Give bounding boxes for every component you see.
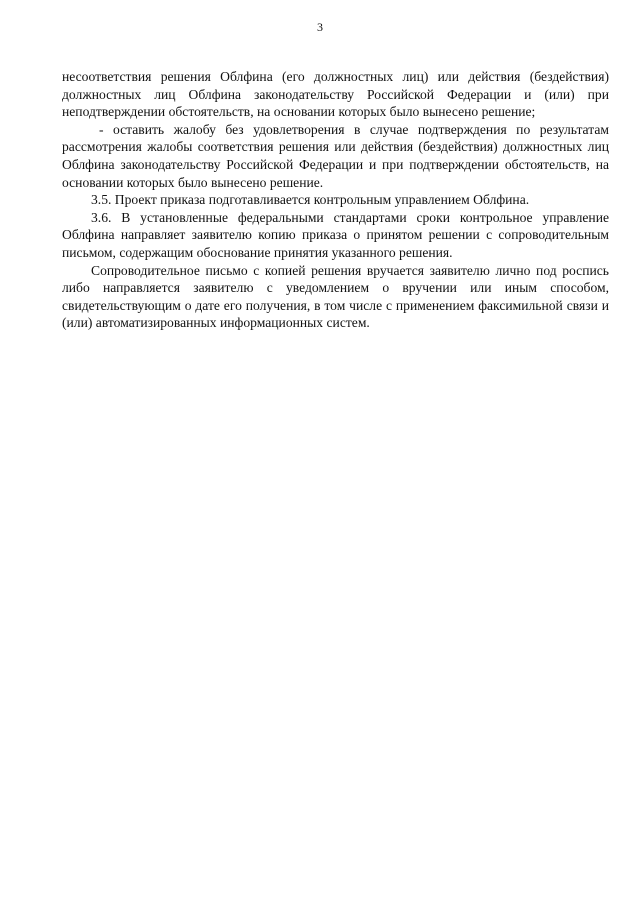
paragraph-3-6: 3.6. В установленные федеральными стандартами сроки контрольное управление Облфина направляет заявителю копию приказа о принятом решении с сопроводительным письмом, содержащим обоснование принятия указанного решения. [62, 209, 609, 260]
paragraph-dash-item: - оставить жалобу без удовлетворения в случае подтверждения по результатам рассмотрения жалобы соответствия решения или действия (бездействия) должностных лиц Облфина законодательству Российской Федерации и при подтверждении обстоятельств, на основании которых было вынесено решение. [62, 121, 609, 190]
paragraph-continuation: несоответствия решения Облфина (его должностных лиц) или действия (бездействия) должностных лиц Облфина законодательству Российской Федерации и (или) при неподтверждении обстоятельств, на основании которых было вынесено решение; [62, 69, 609, 120]
paragraph-3-5: 3.5. Проект приказа подготавливается контрольным управлением Облфина. [91, 192, 530, 208]
paragraph-cover-letter: Сопроводительное письмо с копией решения вручается заявителю лично под роспись либо направляется заявителю с уведомлением о вручении или иным способом, свидетельствующим о дате его получения, в том числе с применением факсимильной связи и (или) автоматизированных информационных систем. [62, 262, 609, 331]
document-body [62, 68, 609, 332]
page-number: 3 [317, 20, 323, 34]
